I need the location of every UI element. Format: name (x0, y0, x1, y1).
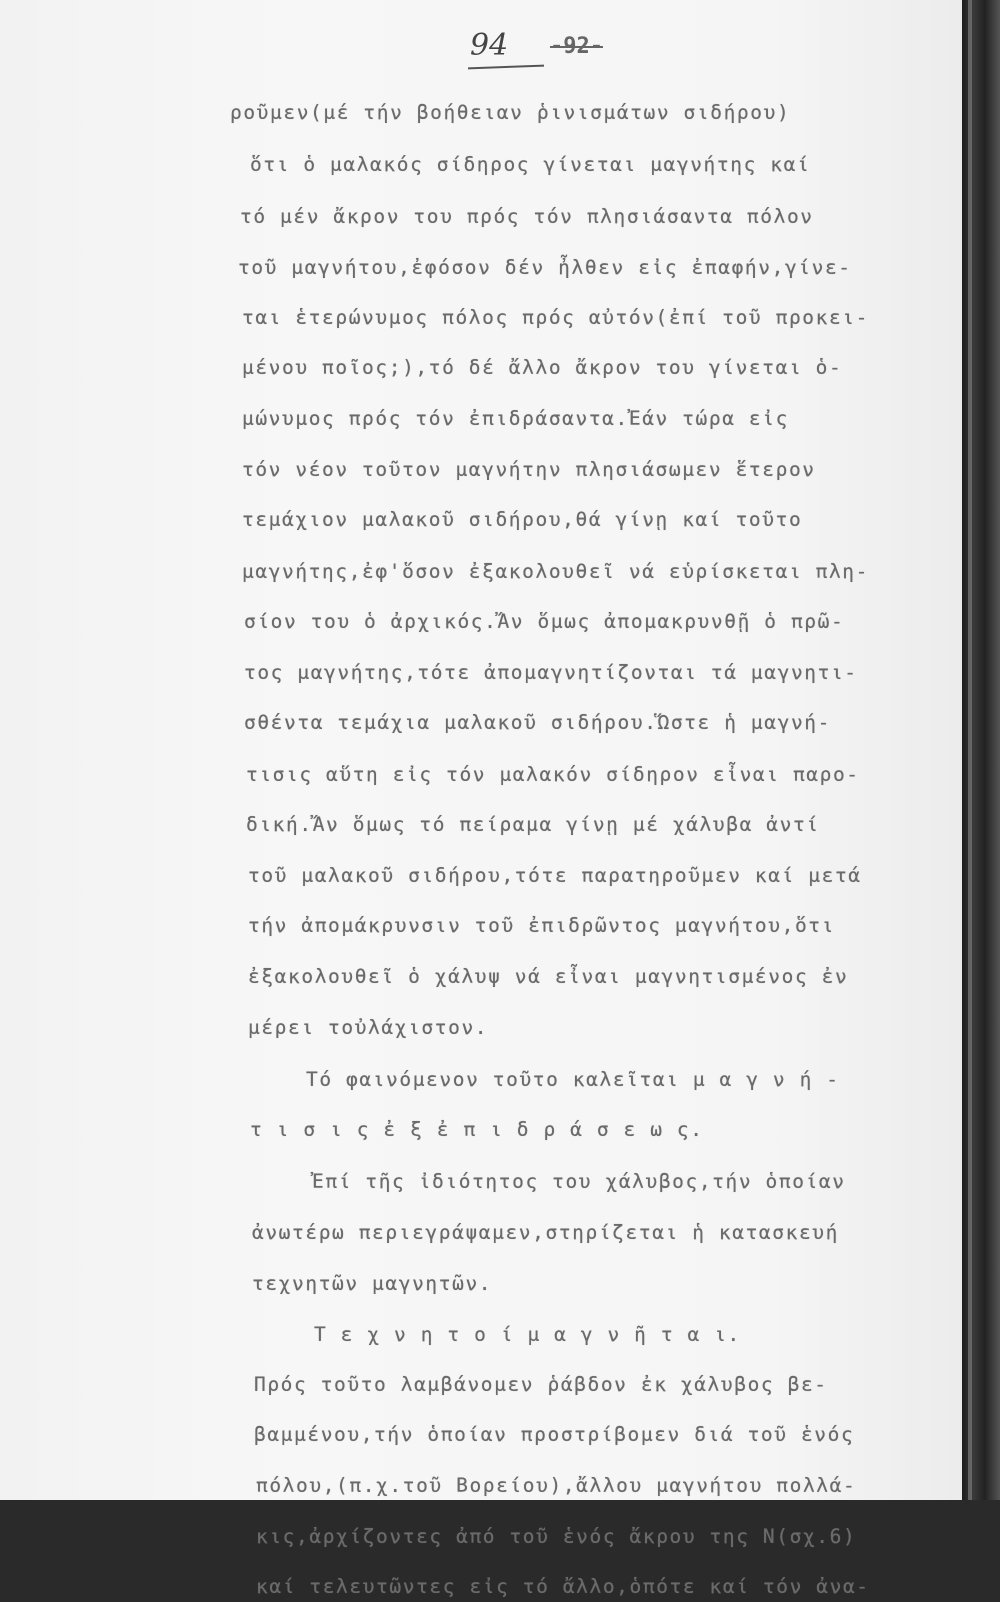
text-line: πόλου,(π.χ.τοῦ Βορείου),ἄλλου μαγνήτου πολλά- (256, 1474, 857, 1497)
text-line: ἀνωτέρω περιεγράψαμεν,στηρίζεται ἡ κατασκευή (252, 1221, 839, 1244)
page-edge (968, 0, 972, 1500)
text-line: Πρός τοῦτο λαμβάνομεν ῥάβδον ἐκ χάλυβος βε- (254, 1373, 828, 1396)
text-line: τεμάχιον μαλακοῦ σιδήρου,θά γίνῃ καί τοῦτο (242, 508, 803, 531)
page-number (470, 28, 650, 68)
text-line: Τό φαινόμενον τοῦτο καλεῖται μ α γ ν ή - (306, 1068, 840, 1091)
text-line: τοῦ μαγνήτου,ἐφόσον δέν ἦλθεν εἰς ἐπαφήν,γίνε- (238, 256, 852, 279)
text-line: μέρει τοὐλάχιστον. (248, 1016, 489, 1039)
text-line: κις,ἀρχίζοντες ἀπό τοῦ ἑνός ἄκρου της Ν(σχ.6) (256, 1525, 857, 1548)
text-line: τεχνητῶν μαγνητῶν. (252, 1272, 493, 1295)
page-number-underline (468, 65, 544, 70)
text-line: τήν ἀπομάκρυνσιν τοῦ ἐπιδρῶντος μαγνήτου,ὅτι (248, 914, 835, 937)
book-binding (962, 0, 1000, 1500)
text-line: βαμμένου,τήν ὁποίαν προστρίβομεν διά τοῦ ἑνός (254, 1423, 855, 1446)
text-line: ὅτι ὁ μαλακός σίδηρος γίνεται μαγνήτης καί (250, 153, 811, 176)
text-line: ροῦμεν(μέ τήν βοήθειαν ῥινισμάτων σιδήρου) (230, 101, 791, 124)
text-line: μαγνήτης,ἐφ'ὅσον ἐξακολουθεῖ νά εὑρίσκεται πλη- (242, 560, 869, 583)
text-line: Ἐπί τῆς ἰδιότητος του χάλυβος,τήν ὁποίαν (312, 1170, 846, 1193)
text-line: δική.Ἄν ὅμως τό πείραμα γίνῃ μέ χάλυβα ἀντί (246, 813, 820, 836)
text-line: τόν νέον τοῦτον μαγνήτην πλησιάσωμεν ἕτερον (242, 458, 816, 481)
text-line: τ ι σ ι ς ἐ ξ ἐ π ι δ ρ ά σ ε ω ς. (250, 1118, 704, 1141)
text-line: Τ ε χ ν η τ ο ί μ α γ ν ῆ τ α ι. (314, 1323, 741, 1346)
text-line: μένου ποῖος;),τό δέ ἄλλο ἄκρον του γίνεται ὁ- (242, 356, 843, 379)
text-line: τος μαγνήτης,τότε ἀπομαγνητίζονται τά μαγνητι- (244, 661, 858, 684)
text-line: σθέντα τεμάχια μαλακοῦ σιδήρου.Ὥστε ἡ μαγνή- (244, 711, 831, 734)
text-line: μώνυμος πρός τόν ἐπιδράσαντα.Ἐάν τώρα εἰς (242, 407, 789, 430)
text-line: ἐξακολουθεῖ ὁ χάλυψ νά εἶναι μαγνητισμένος ἐν (248, 965, 849, 988)
text-line: τισις αὕτη εἰς τόν μαλακόν σίδηρον εἶναι παρο- (246, 763, 860, 786)
text-line: σίον του ὁ ἀρχικός.Ἄν ὅμως ἀπομακρυνθῇ ὁ πρῶ- (244, 610, 845, 633)
text-line: τό μέν ἄκρον του πρός τόν πλησιάσαντα πόλον (240, 205, 814, 228)
handwritten-page-number: 94 (470, 28, 509, 63)
typed-page-number: -92- (550, 34, 603, 59)
text-line: τοῦ μαλακοῦ σιδήρου,τότε παρατηροῦμεν καί μετά (248, 864, 862, 887)
text-line: καί τελευτῶντες εἰς τό ἄλλο,ὁπότε καί τόν ἀνα- (256, 1575, 870, 1598)
text-line: ται ἑτερώνυμος πόλος πρός αὐτόν(ἐπί τοῦ προκει- (242, 306, 869, 329)
